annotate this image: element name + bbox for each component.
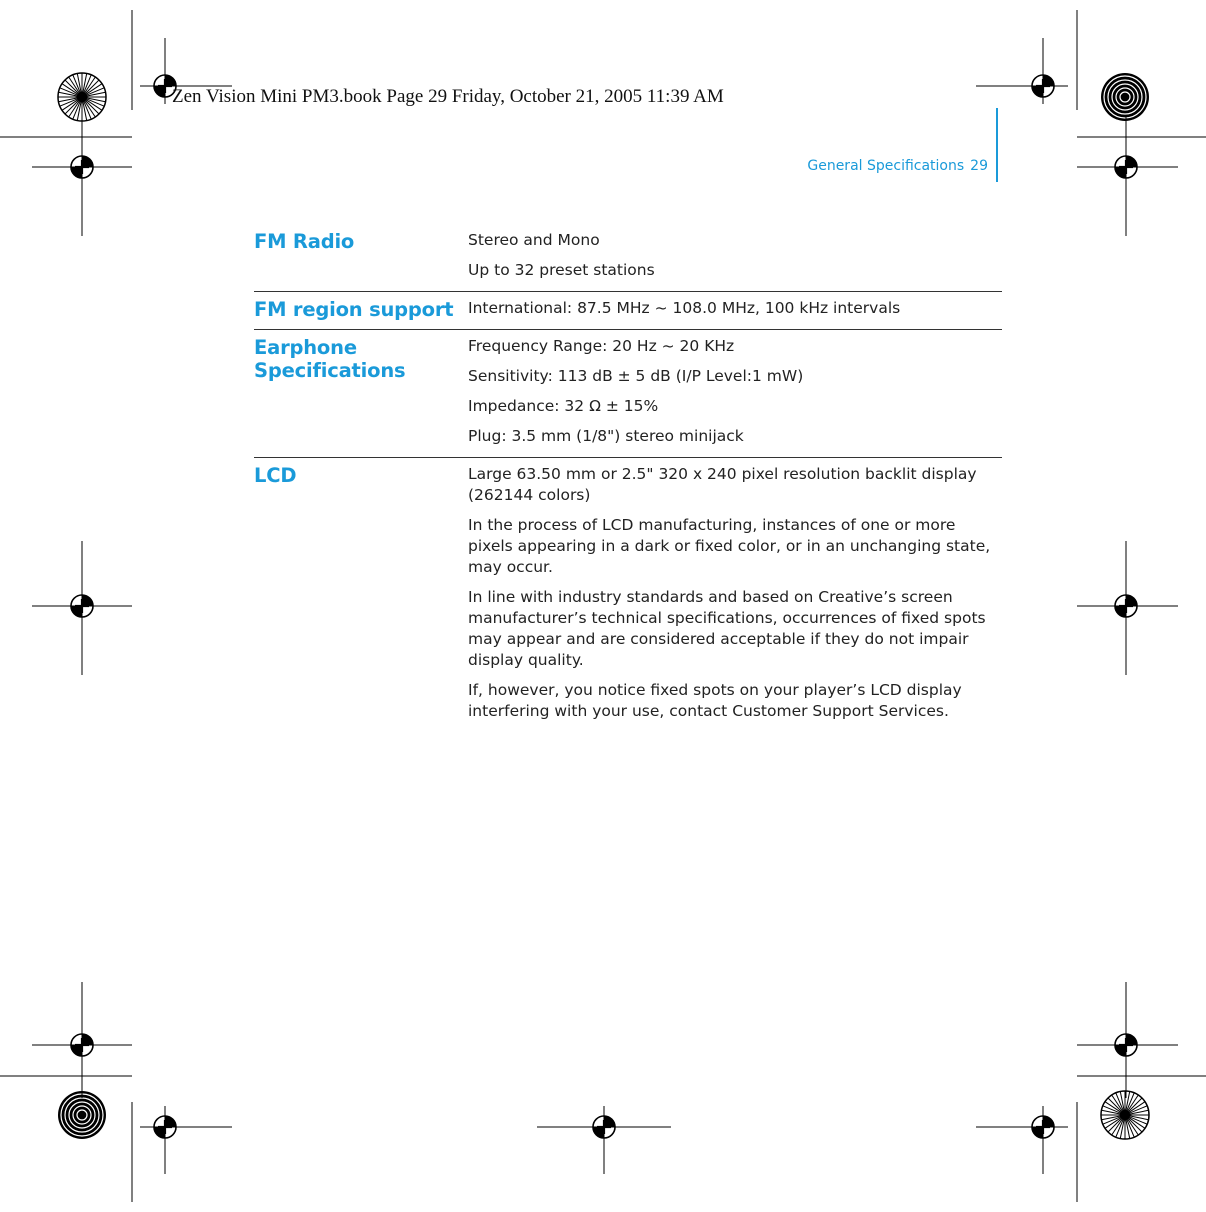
spec-values <box>468 336 1002 453</box>
running-head-rule <box>996 108 998 182</box>
spec-line: In the process of LCD manufacturing, instances of one or more pixels appearing in a dark or fixed color, or in an unchanging state, may occur. <box>468 516 991 576</box>
spec-line: If, however, you notice fixed spots on your player’s LCD display interfering with your use, contact Customer Support Services. <box>468 681 962 720</box>
spec-line: In line with industry standards and based on Creative’s screen manufacturer’s technical specifications, occurrences of fixed spots may appear and are considered acceptable if they do not impair display quality. <box>468 588 986 669</box>
spec-label: LCD <box>254 464 297 487</box>
print-slug: Zen Vision Mini PM3.book Page 29 Friday, October 21, 2005 11:39 AM <box>172 86 724 107</box>
spec-label: FM region support <box>254 298 454 321</box>
page-number: 29 <box>970 158 988 174</box>
spec-label: Earphone Specifications <box>254 336 406 382</box>
spec-line: Up to 32 preset stations <box>468 261 655 279</box>
spec-values <box>468 298 1002 325</box>
spec-section-lcd <box>254 458 1002 732</box>
spec-line: Sensitivity: 113 dB ± 5 dB (I/P Level:1 mW) <box>468 367 804 385</box>
running-head-title: General Specifications <box>807 158 965 174</box>
spec-values <box>468 464 1002 728</box>
spec-line: International: 87.5 MHz ~ 108.0 MHz, 100 kHz intervals <box>468 299 901 317</box>
spec-line: Stereo and Mono <box>468 231 600 249</box>
spec-section-earphone <box>254 330 1002 458</box>
spec-section-fm-radio <box>254 224 1002 292</box>
spec-table <box>254 224 1002 732</box>
spec-label: FM Radio <box>254 230 355 253</box>
spec-section-fm-region <box>254 292 1002 330</box>
spec-values <box>468 230 1002 287</box>
spec-line: Large 63.50 mm or 2.5" 320 x 240 pixel resolution backlit display (262144 colors) <box>468 465 977 504</box>
spec-line: Plug: 3.5 mm (1/8") stereo minijack <box>468 427 744 445</box>
spec-line: Frequency Range: 20 Hz ~ 20 KHz <box>468 337 735 355</box>
running-head <box>807 158 988 174</box>
spec-line: Impedance: 32 Ω ± 15% <box>468 397 659 415</box>
